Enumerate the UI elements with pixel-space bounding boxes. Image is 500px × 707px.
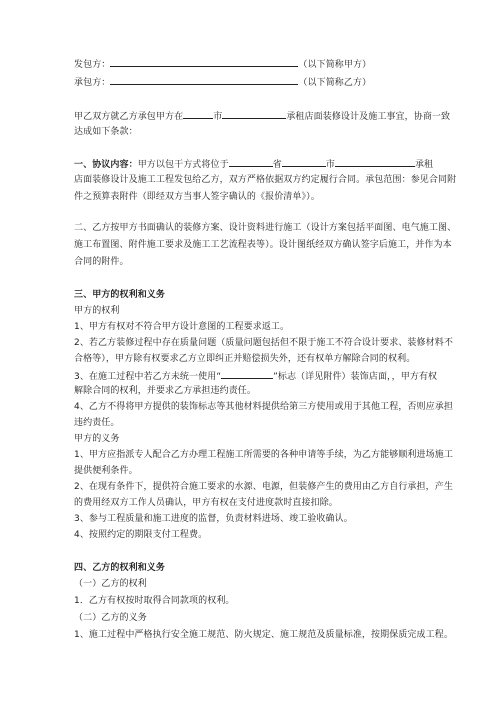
party-a-label: 发包方： — [74, 60, 111, 70]
intro-line-2: 达成如下条款： — [74, 127, 138, 137]
party-a-duties-title: 甲方的义务 — [74, 434, 120, 444]
party-a-right-3-line-2: 解除合同的权利，并要求乙方承担违约责任。 — [74, 386, 257, 396]
party-b-blank — [110, 75, 298, 85]
section3-heading: 三、甲方的权利和义务 — [74, 290, 166, 300]
intro-shop-blank — [222, 109, 286, 119]
party-a-blank — [110, 57, 298, 67]
party-a-right-4-line-2: 违约责任。 — [74, 418, 120, 428]
party-a-right-2-line-1: 2、若乙方装修过程中存在质量问题（质量问题包括但不限于施工不符合设计要求、装修材料不 — [74, 338, 453, 348]
party-a-right-2-line-2: 合格等），甲方除有权要求乙方立即纠正并赔偿损失外，还有权单方解除合同的权利。 — [74, 354, 416, 364]
clause1-text-c: 市 — [325, 160, 335, 170]
clause1-line-3: 件之预算表附件（即经双方当事人签字确认的《报价清单》）。 — [74, 192, 320, 202]
party-b-line — [74, 75, 371, 89]
party-b-duty-1: 1、施工过程中严格执行安全施工规范、防火规定、施工规范及质量标准，按期保质完成工程。 — [74, 630, 453, 640]
party-b-note: （以下简称乙方） — [298, 78, 372, 88]
intro-city-blank — [183, 109, 213, 119]
party-a-rights-title: 甲方的权利 — [74, 306, 120, 316]
party-b-right-1: 1．乙方有权按时取得合同款项的权利。 — [74, 596, 235, 606]
intro-text-c: 承租店面装修设计及施工事宜，协商一致 — [286, 112, 451, 122]
clause1-province-blank — [229, 157, 273, 167]
party-b-duties-title: （二）乙方的义务 — [74, 613, 147, 623]
clause1-heading: 一、协议内容： — [74, 160, 138, 170]
brand-mark-blank — [221, 369, 273, 379]
clause1-text-b: 省 — [272, 160, 282, 170]
clause1-line-1 — [74, 157, 433, 171]
clause1-line-2: 店面装修设计及施工工程发包给乙方，双方严格依据双方约定履行合同。承包范围：参见合同附 — [74, 175, 457, 185]
party-a-right-3-line-1 — [74, 369, 437, 383]
party-a-note: （以下简称甲方） — [298, 60, 372, 70]
party-a-duty-2-line-1: 2、在现有条件下，提供符合施工要求的水源、电源，但装修产生的费用由乙方自行承担，产生 — [74, 482, 453, 492]
clause2-line-3: 合同的附件。 — [74, 257, 129, 267]
clause2-line-2: 施工布置图、附件施工要求及施工工艺流程表等）。设计图纸经双方确认签字后施工，并作为本 — [74, 240, 452, 250]
clause1-city-blank — [282, 157, 326, 167]
party-a-right-1: 1、甲方有权对不符合甲方设计意图的工程要求返工。 — [74, 322, 290, 332]
party-a-duty-4: 4、按照约定的期限支付工程费。 — [74, 530, 208, 540]
intro-line-1 — [74, 109, 450, 123]
party-a-right-4-line-1: 4、乙方不得将甲方提供的装饰标志等其他材料提供给第三方使用或用于其他工程，否则应承担 — [74, 402, 453, 412]
clause1-text-d: 承租 — [414, 160, 434, 170]
section4-heading: 四、乙方的权利和义务 — [74, 563, 166, 573]
party-b-rights-title: （一）乙方的权利 — [74, 579, 147, 589]
party-a-duty-1-line-1: 1、甲方应指派专人配合乙方办理工程施工所需要的各种申请等手续，为乙方能够顺利进场施工 — [74, 450, 453, 460]
party-a-duty-2-line-2: 的费用经双方工作人员确认，甲方有权在支付进度款时直接扣除。 — [74, 498, 338, 508]
intro-text-a: 甲乙双方就乙方承包甲方在 — [74, 112, 184, 122]
clause1-text-a: 甲方以包干方式将位于 — [137, 160, 229, 170]
right-3-text-a: 3、在施工过程中若乙方未统一使用“ — [74, 372, 222, 382]
party-a-line — [74, 57, 371, 71]
party-a-duty-3: 3、参与工程质量和施工进度的监督，负责材料进场、竣工验收确认。 — [74, 514, 353, 524]
clause2-line-1: 二、乙方按甲方书面确认的装修方案、设计资料进行施工（设计方案包括平面图、电气施工图、 — [74, 223, 457, 233]
party-a-duty-1-line-2: 提供便利条件。 — [74, 466, 138, 476]
intro-text-b: 市 — [213, 112, 223, 122]
right-3-text-b: ”标志（详见附件）装饰店面，，甲方有权 — [273, 372, 438, 382]
clause1-address-blank — [335, 157, 415, 167]
party-b-label: 承包方： — [74, 78, 111, 88]
